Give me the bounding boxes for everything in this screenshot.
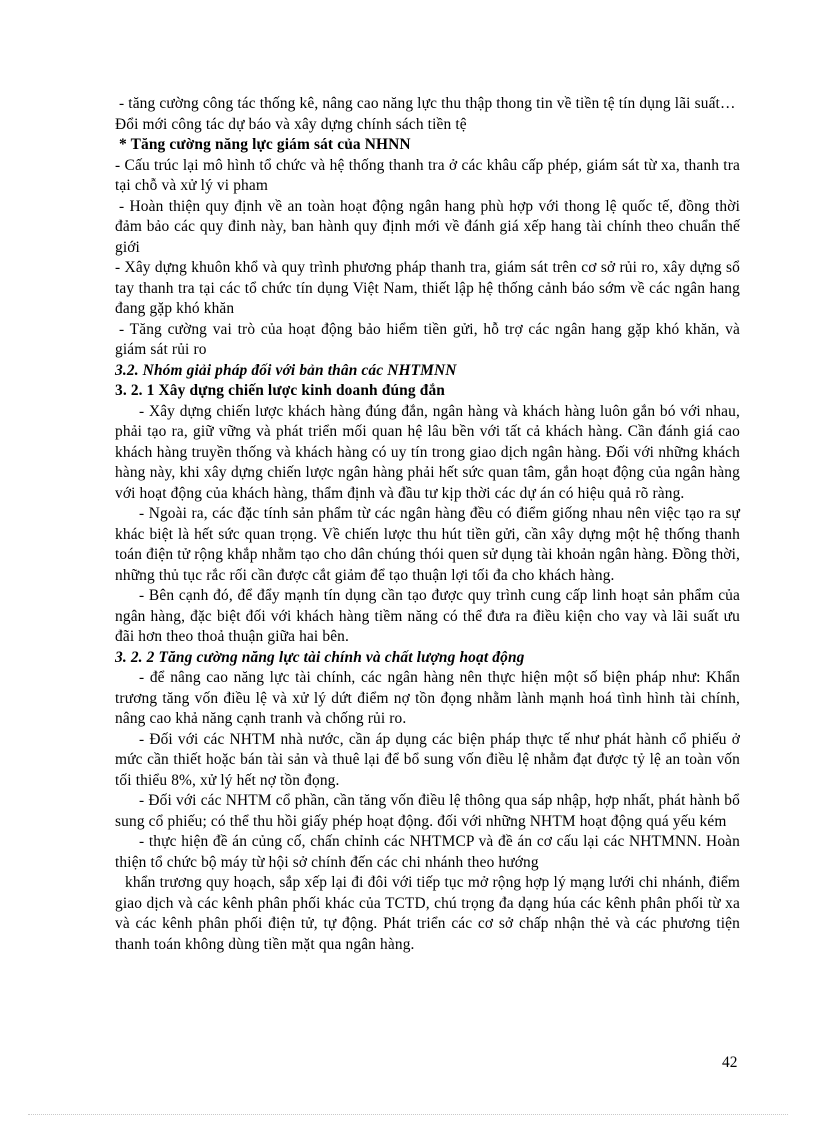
paragraph: - Đối với các NHTM cổ phần, cần tăng vốn điều lệ thông qua sáp nhập, hợp nhất, phát hành bổ sung cổ phiếu; có thể thu hồi giấy phép hoạt động. đối với những NHTM hoạt động quá yếu kém bbox=[115, 792, 740, 830]
paragraph: - Hoàn thiện quy định về an toàn hoạt động ngân hang phù hợp với thong lệ quốc tế, đồng thời đảm bảo các quy đinh này, ban hành quy định mới về đánh giá xếp hang tài chính theo chuẩn thế giới bbox=[115, 197, 740, 256]
document-body bbox=[115, 94, 740, 955]
section-heading: 3. 2. 2 Tăng cường năng lực tài chính và chất lượng hoạt động bbox=[115, 648, 525, 666]
section-heading: * Tăng cường năng lực giám sát của NHNN bbox=[119, 136, 411, 153]
page-bottom-border bbox=[28, 1114, 788, 1115]
section-heading: 3.2. Nhóm giải pháp đối với bản thân các NHTMNN bbox=[115, 361, 457, 379]
paragraph: - tăng cường công tác thống kê, nâng cao năng lực thu thập thong tin về tiền tệ tín dụng lãi suất… bbox=[119, 95, 736, 112]
paragraph: - Bên cạnh đó, để đẩy mạnh tín dụng cần tạo được quy trình cung cấp linh hoạt sản phẩm của ngân hàng, đặc biệt đối với khách hàng tiềm năng có thể đưa ra điều kiện cho vay và lãi suất ưu đãi hơn theo thoả thuận giữa hai bên. bbox=[115, 587, 740, 645]
paragraph: - Tăng cường vai trò của hoạt động bảo hiểm tiền gửi, hỗ trợ các ngân hang gặp khó khăn, và giám sát rủi ro bbox=[115, 320, 740, 358]
paragraph: Đổi mới công tác dự báo và xây dựng chính sách tiền tệ bbox=[115, 115, 467, 133]
paragraph: - để nâng cao năng lực tài chính, các ngân hàng nên thực hiện một số biện pháp như: Khẩn trương tăng vốn điều lệ và xử lý dứt điểm nợ tồn đọng nhằm lành mạnh hoá tình hình tài chính, nâng cao khả năng cạnh tranh và chống rủi ro. bbox=[115, 669, 740, 727]
paragraph: - Xây dựng chiến lược khách hàng đúng đắn, ngân hàng và khách hàng luôn gắn bó với nhau, phải tạo ra, giữ vững và phát triển mối quan hệ lâu bền với tất cả khách hàng. Cần đánh giá cao khách hàng truyền thống và khách hàng có uy tín trong giao dịch ngân hàng. Đối với những khách hàng này, khi xây dựng chiến lược ngân hàng phải hết sức quan tâm, gắn hoạt động của ngân hàng với hoạt động của khách hàng, thẩm định và đầu tư kịp thời các dự án có hiệu quả rõ ràng. bbox=[115, 402, 740, 502]
paragraph: - thực hiện đề án củng cố, chấn chỉnh các NHTMCP và đề án cơ cấu lại các NHTMNN. Hoàn thiện tổ chức bộ máy từ hội sở chính đến các chi nhánh theo hướng bbox=[115, 833, 740, 871]
paragraph: - Đối với các NHTM nhà nước, cần áp dụng các biện pháp thực tế như phát hành cổ phiếu ở mức cần thiết hoặc bán tài sản và thuê lại để bổ sung vốn điều lệ nhằm đạt được tỷ lệ an toàn vốn tối thiểu 8%, xử lý hết nợ tồn đọng. bbox=[115, 730, 740, 789]
paragraph: - Cấu trúc lại mô hình tổ chức và hệ thống thanh tra ở các khâu cấp phép, giám sát từ xa, thanh tra tại chỗ và xử lý vi pham bbox=[115, 156, 740, 194]
section-heading: 3. 2. 1 Xây dựng chiến lược kinh doanh đúng đắn bbox=[115, 382, 445, 399]
paragraph: - Xây dựng khuôn khổ và quy trình phương pháp thanh tra, giám sát trên cơ sở rủi ro, xây dựng sổ tay thanh tra tại các tổ chức tín dụng Việt Nam, thiết lập hệ thống cảnh báo sớm về các ngân hang đang gặp khó khăn bbox=[115, 259, 740, 317]
paragraph: - Ngoài ra, các đặc tính sản phẩm từ các ngân hàng đều có điểm giống nhau nên việc tạo ra sự khác biệt là hết sức quan trọng. Về chiến lược thu hút tiền gửi, cần xây dựng một hệ thống thanh toán điện tử rộng khắp nhằm tạo cho dân chúng thói quen sử dụng tài khoản ngân hàng. Đồng thời, những thủ tục rắc rối cần được cắt giảm để tạo thuận lợi tối đa cho khách hàng. bbox=[115, 505, 740, 584]
paragraph: khẩn trương quy hoạch, sắp xếp lại đi đôi với tiếp tục mở rộng hợp lý mạng lưới chi nhánh, điểm giao dịch và các kênh phân phối khác của TCTD, chú trọng đa dạng húa các kênh phân phối từ xa và các kênh phân phối điện tử, tự động. Phát triển các cơ sở chấp nhận thẻ và các phương tiện thanh toán không dùng tiền mặt qua ngân hàng. bbox=[115, 874, 740, 953]
page-number: 42 bbox=[722, 1054, 738, 1071]
